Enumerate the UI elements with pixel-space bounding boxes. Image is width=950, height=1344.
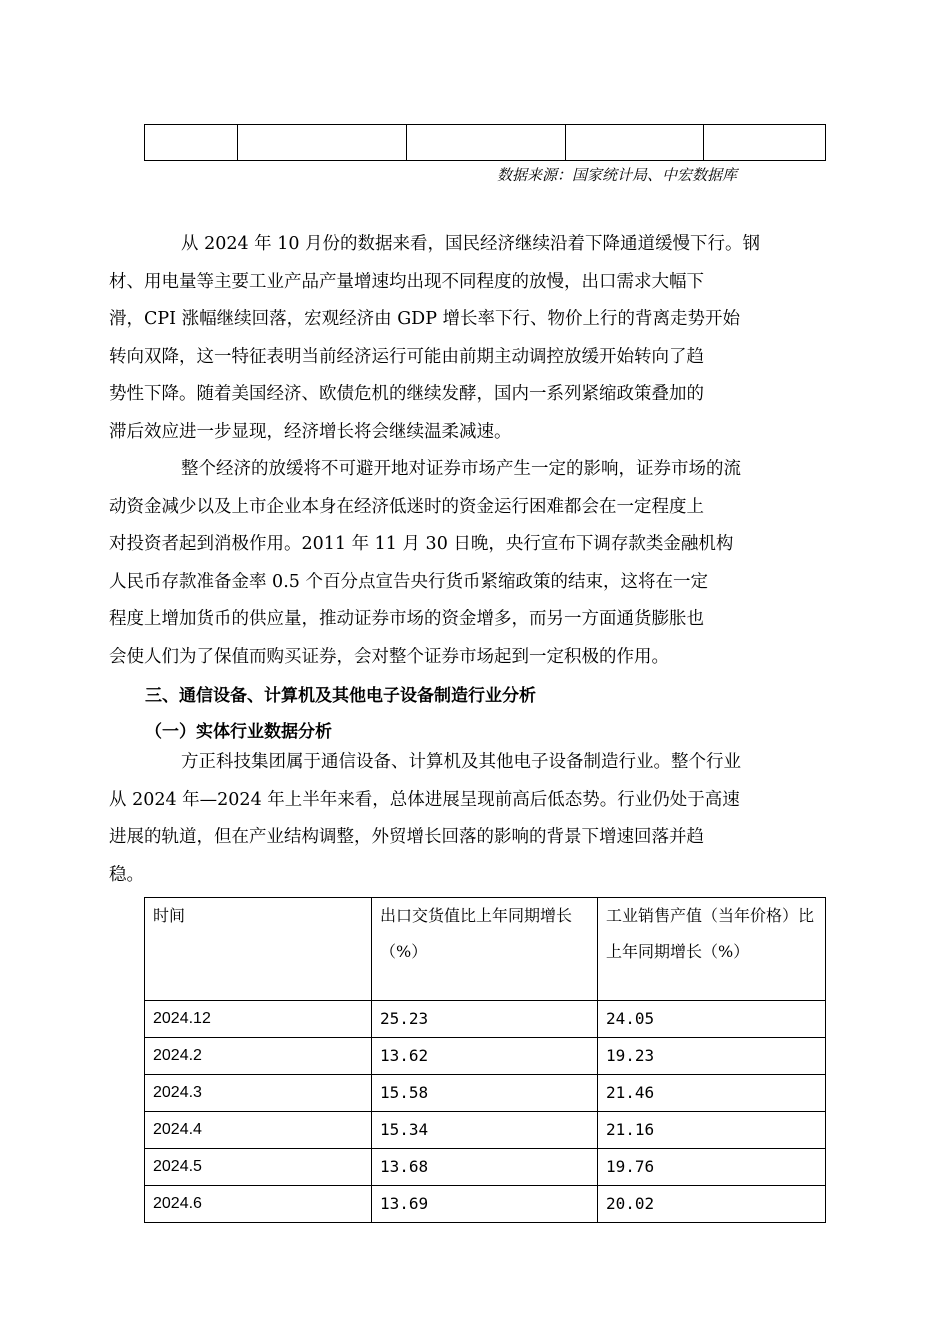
text-line: 稳。 [109, 864, 144, 885]
text-line: 进展的轨道，但在产业结构调整，外贸增长回落的影响的背景下增速回落并趋 [109, 827, 704, 847]
empty-cell [145, 125, 238, 161]
empty-cell [566, 125, 704, 161]
sales-growth-cell: 19.23 [598, 1038, 826, 1075]
table-row [145, 1186, 826, 1223]
export-growth-cell: 15.58 [372, 1075, 598, 1112]
export-growth-cell: 15.34 [372, 1112, 598, 1149]
text-line: 材、用电量等主要工业产品产量增速均出现不同程度的放慢，出口需求大幅下 [109, 271, 704, 292]
table-row [145, 1001, 826, 1038]
text-line: 人民币存款准备金率 0.5 个百分点宣告央行货币紧缩政策的结束，这将在一定 [109, 571, 708, 592]
data-source-note: 数据来源：国家统计局、中宏数据库 [497, 166, 738, 184]
column-header-sales-growth: 工业销售产值（当年价格）比上年同期增长（%） [598, 898, 826, 1001]
column-header-export-growth: 出口交货值比上年同期增长（%） [372, 898, 598, 1001]
sales-growth-cell: 20.02 [598, 1186, 826, 1223]
empty-cell [407, 125, 566, 161]
previous-table-bottom-row [144, 124, 826, 161]
table-row [145, 1075, 826, 1112]
sales-growth-cell: 24.05 [598, 1001, 826, 1038]
time-cell: 2024.6 [145, 1186, 372, 1223]
text-line: 转向双降，这一特征表明当前经济运行可能由前期主动调控放缓开始转向了趋 [109, 346, 704, 367]
paragraph-securities-market [109, 451, 805, 676]
text-line: 势性下降。随着美国经济、欧债危机的继续发酵，国内一系列紧缩政策叠加的 [109, 384, 704, 404]
text-line: 滑，CPI 涨幅继续回落，宏观经济由 GDP 增长率下行、物价上行的背离走势开始 [109, 309, 741, 329]
text-line: 对投资者起到消极作用。2011 年 11 月 30 日晚，央行宣布下调存款类金融机构 [109, 534, 734, 554]
table-row [145, 1112, 826, 1149]
time-cell: 2024.4 [145, 1112, 372, 1149]
export-growth-cell: 13.68 [372, 1149, 598, 1186]
text-line: 会使人们为了保值而购买证券，会对整个证券市场起到一定积极的作用。 [109, 646, 669, 667]
time-cell: 2024.12 [145, 1001, 372, 1038]
export-growth-cell: 13.62 [372, 1038, 598, 1075]
column-header-time: 时间 [145, 898, 372, 1001]
paragraph-industry-overview [109, 744, 805, 894]
industry-growth-table [144, 897, 826, 1223]
export-growth-cell: 13.69 [372, 1186, 598, 1223]
text-line: 滞后效应进一步显现，经济增长将会继续温柔减速。 [109, 421, 512, 442]
text-line: 方正科技集团属于通信设备、计算机及其他电子设备制造行业。整个行业 [181, 752, 741, 772]
table-header-row [145, 898, 826, 1001]
sales-growth-cell: 21.16 [598, 1112, 826, 1149]
text-line: 从 2024 年—2024 年上半年来看，总体进展呈现前高后低态势。行业仍处于高速 [109, 789, 740, 810]
time-cell: 2024.2 [145, 1038, 372, 1075]
sales-growth-cell: 19.76 [598, 1149, 826, 1186]
subsection-heading: （一）实体行业数据分析 [145, 722, 332, 742]
paragraph-macro-economy [109, 226, 805, 451]
text-line: 整个经济的放缓将不可避开地对证券市场产生一定的影响，证券市场的流 [181, 459, 741, 479]
section-heading: 三、通信设备、计算机及其他电子设备制造行业分析 [145, 686, 536, 706]
text-line: 动资金减少以及上市企业本身在经济低迷时的资金运行困难都会在一定程度上 [109, 496, 704, 517]
time-cell: 2024.5 [145, 1149, 372, 1186]
empty-table-row [145, 125, 826, 161]
table-row [145, 1149, 826, 1186]
table-row [145, 1038, 826, 1075]
empty-cell [704, 125, 826, 161]
text-line: 从 2024 年 10 月份的数据来看，国民经济继续沿着下降通道缓慢下行。钢 [181, 234, 761, 254]
empty-cell [238, 125, 407, 161]
sales-growth-cell: 21.46 [598, 1075, 826, 1112]
time-cell: 2024.3 [145, 1075, 372, 1112]
text-line: 程度上增加货币的供应量，推动证券市场的资金增多，而另一方面通货膨胀也 [109, 609, 704, 629]
export-growth-cell: 25.23 [372, 1001, 598, 1038]
